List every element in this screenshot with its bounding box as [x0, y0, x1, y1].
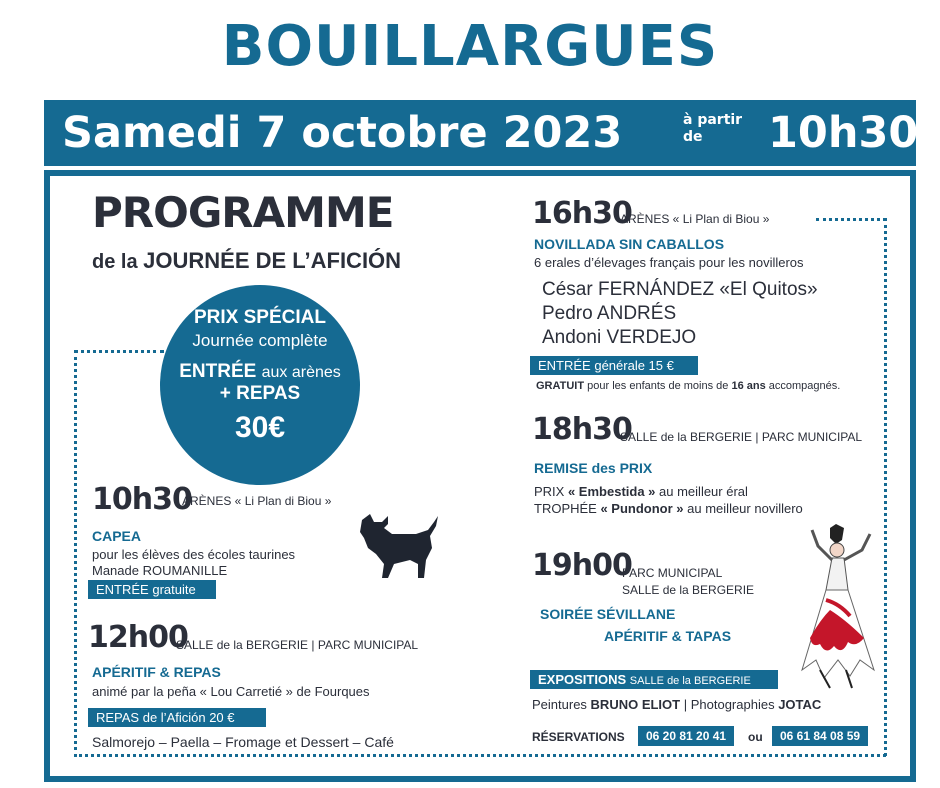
event-time: 18h30 — [532, 412, 632, 447]
event-place: ARÈNES « Li Plan di Biou » — [620, 212, 770, 226]
event-line: pour les élèves des écoles taurines — [92, 547, 296, 562]
event-place: ARÈNES « Li Plan di Biou » — [182, 494, 332, 508]
event-date: Samedi 7 octobre 2023 — [62, 108, 623, 158]
event-line: Manade ROUMANILLE — [92, 563, 228, 578]
programme-title: PROGRAMME — [92, 188, 394, 237]
event-heading: NOVILLADA SIN CABALLOS — [534, 236, 725, 252]
event-time: 10h30 — [92, 482, 192, 517]
divider-dots — [884, 218, 887, 756]
start-time: 10h30 — [768, 108, 919, 158]
reservations-label: RÉSERVATIONS — [532, 730, 625, 744]
divider-dots — [74, 350, 164, 353]
programme-subtitle: de la JOURNÉE DE L’AFICIÓN — [92, 248, 402, 273]
special-price-badge: PRIX SPÉCIAL Journée complète ENTRÉE aux arènes + REPAS 30€ — [160, 285, 360, 485]
novillero-name: César FERNÁNDEZ «El Quitos» — [542, 279, 818, 300]
phone-number-1[interactable]: 06 20 81 20 41 — [638, 726, 734, 746]
event-desc: 6 erales d’élevages français pour les novilleros — [534, 255, 804, 270]
free-note: GRATUIT pour les enfants de moins de 16 ans accompagnés. — [536, 380, 841, 392]
divider-dots — [816, 218, 886, 221]
price-tag: ENTRÉE générale 15 € — [530, 356, 698, 375]
or-label: ou — [748, 730, 763, 744]
exhibit-line: Peintures BRUNO ELIOT | Photographies JOTAC — [532, 697, 822, 712]
event-place: PARC MUNICIPAL — [622, 566, 723, 580]
divider-dots — [74, 754, 886, 757]
exhibit-tag: EXPOSITIONS SALLE de la BERGERIE — [530, 670, 778, 689]
event-town-title: BOUILLARGUES — [221, 14, 719, 79]
award-line: TROPHÉE « Pundonor » au meilleur novillero — [534, 501, 803, 516]
event-heading: CAPEA — [92, 528, 142, 544]
price-tag: REPAS de l’Afición 20 € — [88, 708, 266, 727]
start-prefix: à partir de — [683, 112, 743, 145]
price-tag: ENTRÉE gratuite — [88, 580, 216, 599]
divider-dots — [74, 350, 77, 750]
bull-silhouette-icon — [354, 508, 444, 584]
event-heading: APÉRITIF & REPAS — [92, 664, 221, 680]
menu-line: Salmorejo – Paella – Fromage et Dessert – Café — [92, 734, 394, 750]
novillero-name: Andoni VERDEJO — [542, 327, 697, 348]
event-time: 12h00 — [88, 620, 188, 655]
event-heading: REMISE des PRIX — [534, 460, 653, 476]
event-heading: APÉRITIF & TAPAS — [604, 628, 732, 644]
event-line: animé par la peña « Lou Carretié » de Fourques — [92, 684, 370, 699]
event-time: 16h30 — [532, 196, 632, 231]
novillero-name: Pedro ANDRÉS — [542, 303, 677, 324]
phone-number-2[interactable]: 06 61 84 08 59 — [772, 726, 868, 746]
event-place: SALLE de la BERGERIE — [622, 583, 755, 597]
event-time: 19h00 — [532, 548, 632, 583]
event-place: SALLE de la BERGERIE | PARC MUNICIPAL — [176, 638, 419, 652]
award-line: PRIX « Embestida » au meilleur éral — [534, 484, 748, 499]
flamenco-dancer-illustration — [790, 520, 882, 690]
event-heading: SOIRÉE SÉVILLANE — [540, 606, 676, 622]
event-place: SALLE de la BERGERIE | PARC MUNICIPAL — [620, 430, 863, 444]
